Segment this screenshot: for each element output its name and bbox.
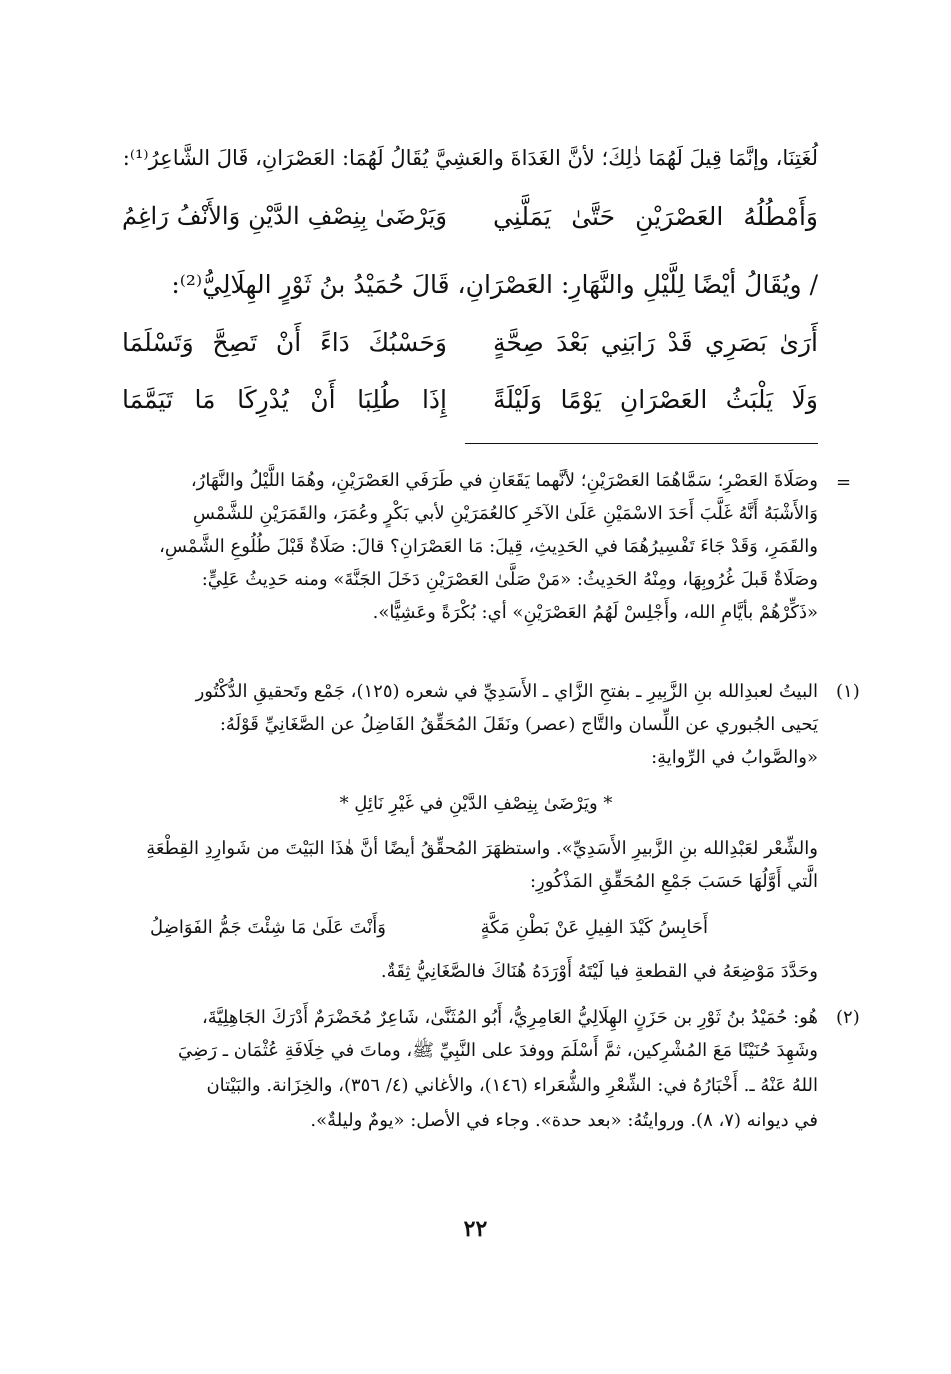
verse-1-second-hemistich: وَيَرْضَىٰ بِنِصْفِ الدَّيْنِ وَالأَنْفُ رَاغِمُ — [122, 202, 447, 230]
verse-3 — [122, 385, 818, 429]
footnote-cont-line-1: وصَلَاةَ العَصْرِ؛ سَمَّاهُمَا العَصْرَيْنِ؛ لأنَّهما يَقَعَانِ في طَرَفَي العَصْرَيْنِ، وهُمَا اللَّيْلُ والنَّهَارُ، — [190, 470, 818, 491]
footnote-1-line-4: والشِّعْر لعَبْدِالله بنِ الزَّبيرِ الأَسَدِيِّ». واستظهَرَ المُحقِّقُ أيضًا أنَّ هٰذَا البَيْتَ من شَوارِدِ القِطْعَةِ — [146, 838, 818, 859]
footnote-1-quote: * ويَرْضَىٰ بِنِصْفِ الدَّيْنِ في غَيْرِ نَائِلِ * — [339, 793, 613, 814]
footnote-cont-line-3: والقَمَرِ، وَقَدْ جَاءَ تَفْسِيرُهُمَا في الحَدِيثِ، قِيلَ: مَا العَصْرَانِ؟ قالَ: صَلَاةٌ قَبْلَ طُلُوعِ الشَّمْسِ، — [159, 536, 818, 557]
footnote-1-number: (١) — [836, 681, 860, 702]
verse-2-second-hemistich: وَحَسْبُكَ دَاءً أَنْ تَصِحَّ وَتَسْلَمَا — [122, 328, 447, 357]
footnote-1-verse-second: وَأَنْتَ عَلَىٰ مَا شِئْتَ جَمُّ الفَوَاضِلُ — [150, 917, 386, 938]
verse-3-second-hemistich: إِذَا طُلِبَا أَنْ يُدْرِكَا مَا تَيَمَّمَا — [122, 385, 447, 414]
footnote-1-verse-first: أَحَابِسُ كَيْدَ الفِيلِ عَنْ بَطْنِ مَكَّةٍ — [480, 917, 708, 938]
verse-1-first-hemistich: وَأَمْطُلُهُ العَصْرَيْنِ حَتَّىٰ يَمَلَّنِي — [493, 202, 818, 231]
continuation-marker: = — [836, 472, 852, 493]
verse-1 — [122, 202, 818, 246]
footnote-1-line-5: الَّتي أَوَّلُهَا حَسَبَ جَمْعِ المُحَقِّقِ المَذْكُورِ: — [529, 871, 818, 892]
main-text-line-1: لُغَتِنَا، وإنَّمَا قِيلَ لَهُمَا ذٰلِكَ؛ لأنَّ الغَدَاةَ والعَشِيَّ يُقَالُ لَهُمَا: العَصْرَانِ، قَالَ الشَّاعِرُ⁽¹⁾: — [122, 146, 818, 170]
footnote-separator — [465, 443, 818, 444]
main-text-line-3: / ويُقَالُ أيْضًا لِلَّيْلِ والنَّهَارِ: العَصْرَانِ، قَالَ حُمَيْدُ بنُ ثَوْرٍ الهِلَالِيُّ⁽²⁾: — [171, 270, 818, 299]
verse-3-first-hemistich: وَلَا يَلْبَثُ العَصْرَانِ يَوْمًا وَلَيْلَةً — [493, 385, 818, 414]
footnote-1-verse — [134, 913, 818, 943]
footnote-2-line-2: وشَهِدَ حُنَيْنًا مَعَ المُشْرِكين، ثمَّ أَسْلَمَ ووفدَ على النَّبِيِّ ﷺ، وماتَ في خِلَافَةِ عُثْمَان ـ رَضِيَ — [178, 1040, 818, 1061]
footnote-2-line-4: في ديوانه (٧، ٨). وروايتُهُ: «بعد حدة». وجاء في الأصل: «يومٌ وليلةٌ». — [310, 1110, 818, 1131]
verse-2-first-hemistich: أَرَىٰ بَصَرِي قَدْ رَابَنِي بَعْدَ صِحَّةٍ — [493, 328, 818, 357]
footnote-cont-line-2: وَالأَشْبَهُ أَنَّهُ غَلَّبَ أَحَدَ الاسْمَيْنِ عَلَىٰ الآخَرِ كالعُمَرَيْنِ لأبي بَكْرٍ وعُمَرَ، والقَمَرَيْنِ للشَّمْسِ — [192, 503, 818, 524]
footnote-1-line-3: «والصَّوابُ في الرِّوايةِ: — [651, 747, 818, 768]
footnote-cont-line-4: وصَلَاةٌ قَبلَ غُرُوبِهَا، ومِنْهُ الحَدِيثُ: «مَنْ صَلَّىٰ العَصْرَيْنِ دَخَلَ الجَنَّةَ» ومنه حَدِيثُ عَلِيٍّ: — [201, 569, 818, 590]
footnote-1-line-2: يَحيى الجُبوري عن اللِّسان والتَّاج (عصر) ونَقَلَ المُحَقِّقُ الفَاضِلُ عن الصَّغَانِيِّ قَوْلَهُ: — [219, 714, 818, 735]
footnote-cont-line-5: «ذَكِّرْهُمْ بأيَّامِ الله، وأَجْلِسْ لَهُمُ العَصْرَيْنِ» أي: بُكْرَةً وعَشِيًّا». — [372, 602, 818, 623]
page-number: ٢٢ — [463, 1216, 488, 1242]
footnote-2-line-3: اللهُ عَنْهُ ـ. أَخْبَارُهُ في: الشِّعْرِ والشُّعَراء (١٤٦)، والأغاني (٤/ ٣٥٦)، والخِزَانة. والبَيْتان — [206, 1075, 818, 1096]
footnote-1-line-1: البيتُ لعبدِالله بنِ الزَّبِيرِ ـ بفتحِ الزَّاي ـ الأَسَدِيِّ في شعره (١٢٥)، جَمْع وتَحقيقِ الدُّكْتُور — [195, 681, 818, 702]
footnote-2-number: (٢) — [836, 1007, 860, 1028]
footnote-1-last-line: وحَدَّدَ مَوْضِعَهُ في القطعةِ فيا لَيْتَهُ أَوْرَدَهُ هُنَاكَ فالصَّغَانِيُّ ثِقَةٌ. — [380, 961, 818, 982]
verse-2 — [122, 328, 818, 372]
footnote-2-line-1: هُو: حُمَيْدُ بنُ ثَوْرِ بن حَزَنٍ الهِلَالِيُّ العَامِرِيُّ، أَبُو المُثَنَّىٰ، شَاعِرٌ مُخَضْرَمٌ أَدْرَكَ الجَاهِلِيَّةَ، — [201, 1007, 818, 1028]
